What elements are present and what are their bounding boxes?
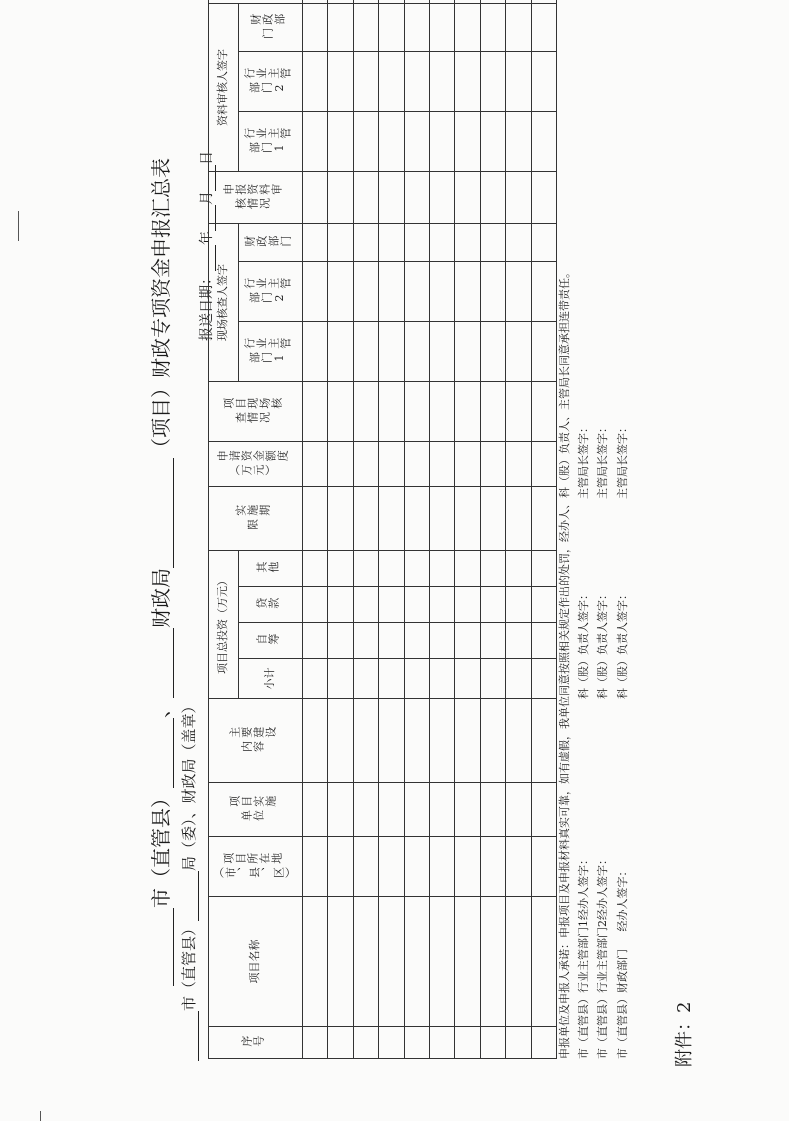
table-cell[interactable] (429, 623, 454, 659)
table-cell[interactable] (353, 224, 378, 262)
table-cell[interactable] (328, 897, 353, 1027)
month-label: 月 (199, 191, 215, 205)
table-cell[interactable] (455, 587, 480, 623)
blank-line (155, 908, 174, 986)
table-cell[interactable] (404, 587, 429, 623)
table-cell[interactable] (531, 52, 556, 112)
table-cell[interactable] (328, 4, 353, 52)
subtitle-bureau: 局（委）、财政局（盖章） (180, 698, 198, 871)
table-cell[interactable] (480, 322, 505, 382)
table-cell[interactable] (531, 4, 556, 52)
table-cell[interactable] (353, 551, 378, 587)
table-cell[interactable] (429, 487, 454, 551)
table-cell[interactable] (379, 262, 404, 322)
table-cell[interactable] (480, 487, 505, 551)
table-cell[interactable] (353, 587, 378, 623)
blank-line (184, 1011, 199, 1061)
table-cell[interactable] (531, 1027, 556, 1059)
table-cell[interactable] (531, 262, 556, 322)
col-invest-group: 项目总投资（万元） (209, 551, 239, 699)
table-cell[interactable] (455, 659, 480, 699)
table-cell[interactable] (506, 897, 531, 1027)
table-cell[interactable] (429, 322, 454, 382)
table-cell[interactable] (506, 659, 531, 699)
finance-handler-sign: 经办人签字： (616, 865, 629, 932)
table-cell[interactable] (531, 783, 556, 837)
table-cell[interactable] (303, 587, 328, 623)
table-cell[interactable] (455, 699, 480, 783)
table-cell[interactable] (506, 4, 531, 52)
table-cell[interactable] (506, 551, 531, 587)
dept1-handler-sign: 市（直管县）行业主管部门1经办人签字： (577, 854, 590, 1059)
table-cell[interactable] (429, 52, 454, 112)
table-cell[interactable] (480, 0, 505, 4)
col-loan: 贷款 (239, 587, 303, 623)
table-cell[interactable] (455, 112, 480, 172)
table-cell[interactable] (328, 382, 353, 442)
table-cell[interactable] (303, 52, 328, 112)
table-cell[interactable] (531, 442, 556, 487)
table-cell[interactable] (303, 442, 328, 487)
table-cell[interactable] (379, 837, 404, 897)
col-audit-dept1: 行业主管部门1 (239, 112, 303, 172)
table-cell[interactable] (379, 783, 404, 837)
table-cell[interactable] (404, 1027, 429, 1059)
subtitle (178, 698, 199, 1061)
table-cell[interactable] (353, 382, 378, 442)
table-cell[interactable] (429, 442, 454, 487)
table-cell[interactable] (379, 112, 404, 172)
table-cell[interactable] (455, 487, 480, 551)
table-cell[interactable] (353, 112, 378, 172)
table-cell[interactable] (506, 442, 531, 487)
table-row (455, 0, 480, 1059)
table-cell[interactable] (480, 587, 505, 623)
table-cell[interactable] (404, 262, 429, 322)
subtitle-city: 市（直管县） (180, 920, 198, 1011)
table-cell[interactable] (404, 623, 429, 659)
table-cell[interactable] (506, 0, 531, 4)
table-cell[interactable] (353, 442, 378, 487)
table-cell[interactable] (429, 659, 454, 699)
table-cell[interactable] (303, 172, 328, 224)
table-row (429, 0, 454, 1059)
table-cell[interactable] (328, 172, 353, 224)
table-cell[interactable] (429, 382, 454, 442)
table-cell[interactable] (455, 224, 480, 262)
col-site-sign-group: 现场核查人签字 (209, 224, 239, 382)
table-cell[interactable] (353, 659, 378, 699)
commitment-text: 申报单位及申报人承诺：申报项目及申报材料真实可靠，如有虚假，我单位同意按照相关规定作出的处罚，经办人、科（股）负责人、主管局长同意承担连带责任。 (558, 267, 571, 1059)
table-cell[interactable] (379, 1027, 404, 1059)
table-cell[interactable] (328, 442, 353, 487)
table-cell[interactable] (531, 224, 556, 262)
dept1-director-sign: 主管局长签字： (577, 422, 590, 499)
table-cell[interactable] (480, 4, 505, 52)
table-cell[interactable] (353, 52, 378, 112)
table-cell[interactable] (506, 783, 531, 837)
table-cell[interactable] (455, 322, 480, 382)
table-cell[interactable] (506, 322, 531, 382)
blank-line (155, 718, 174, 788)
table-cell[interactable] (429, 0, 454, 4)
table-cell[interactable] (303, 659, 328, 699)
table-cell[interactable] (303, 262, 328, 322)
table-cell[interactable] (379, 382, 404, 442)
table-cell[interactable] (404, 897, 429, 1027)
table-cell[interactable] (480, 112, 505, 172)
col-name: 项目名称 (209, 897, 303, 1027)
table-cell[interactable] (328, 783, 353, 837)
table-cell[interactable] (379, 52, 404, 112)
dept1-signatures (575, 422, 591, 1059)
table-cell[interactable] (328, 623, 353, 659)
table-cell[interactable] (353, 623, 378, 659)
table-cell[interactable] (531, 551, 556, 587)
dept2-director-sign: 主管局长签字： (596, 422, 609, 499)
table-cell[interactable] (455, 551, 480, 587)
col-site-dept2: 行业主管部门2 (239, 262, 303, 322)
table-cell[interactable] (328, 837, 353, 897)
table-cell[interactable] (531, 837, 556, 897)
finance-dept-label: 市（直管县）财政部门 (616, 949, 629, 1059)
table-cell[interactable] (353, 172, 378, 224)
table-cell[interactable] (404, 4, 429, 52)
col-amount: 申请资金额度（万元） (209, 442, 303, 487)
table-cell[interactable] (303, 487, 328, 551)
table-row (353, 0, 378, 1059)
col-self: 自筹 (239, 623, 303, 659)
blank-line (155, 628, 174, 698)
table-cell[interactable] (455, 172, 480, 224)
finance-signatures (614, 422, 630, 1060)
table-cell[interactable] (328, 112, 353, 172)
col-other: 其他 (239, 551, 303, 587)
col-audit-sign-group: 资料审核人签字 (209, 4, 239, 172)
table-cell[interactable] (353, 4, 378, 52)
table-cell[interactable] (328, 551, 353, 587)
table-cell[interactable] (506, 382, 531, 442)
table-cell[interactable] (455, 0, 480, 4)
table-cell[interactable] (531, 112, 556, 172)
table-cell[interactable] (404, 837, 429, 897)
table-cell[interactable] (531, 487, 556, 551)
dept2-section-sign: 科（股）负责人签字： (596, 589, 609, 699)
title-bureau: 财政局 (149, 568, 173, 628)
col-subtotal: 小计 (239, 659, 303, 699)
scan-mark (40, 1111, 41, 1121)
table-cell[interactable] (531, 322, 556, 382)
table-cell[interactable] (455, 837, 480, 897)
table-cell[interactable] (328, 224, 353, 262)
col-site-check: 项目现场核查情况 (209, 382, 303, 442)
table-cell[interactable] (379, 4, 404, 52)
table-cell[interactable] (353, 837, 378, 897)
table-cell[interactable] (303, 837, 328, 897)
table-cell[interactable] (303, 699, 328, 783)
table-cell[interactable] (404, 551, 429, 587)
col-unit: 项目实施单位 (209, 783, 303, 837)
table-cell[interactable] (328, 487, 353, 551)
table-cell[interactable] (379, 0, 404, 4)
table-cell[interactable] (404, 699, 429, 783)
table-row (303, 0, 328, 1059)
table-cell[interactable] (506, 224, 531, 262)
table-cell[interactable] (480, 551, 505, 587)
table-cell[interactable] (506, 487, 531, 551)
title-city: 市（直管县） (149, 788, 173, 908)
table-cell[interactable] (506, 699, 531, 783)
table-cell[interactable] (303, 1027, 328, 1059)
table-cell[interactable] (480, 1027, 505, 1059)
col-content: 主要建设内容 (209, 699, 303, 783)
table-cell[interactable] (328, 0, 353, 4)
table-cell[interactable] (303, 551, 328, 587)
table-cell[interactable] (429, 224, 454, 262)
scan-mark (18, 211, 19, 241)
table-cell[interactable] (429, 172, 454, 224)
table-cell[interactable] (404, 783, 429, 837)
table-cell[interactable] (379, 897, 404, 1027)
col-review: 申报资料审核情况 (209, 172, 303, 224)
table-cell[interactable] (429, 262, 454, 322)
blank-line (184, 871, 199, 921)
table-cell[interactable] (353, 0, 378, 4)
table-cell[interactable] (455, 4, 480, 52)
day-label: 日 (199, 151, 215, 165)
table-cell[interactable] (455, 262, 480, 322)
table-cell[interactable] (379, 224, 404, 262)
title-end: （项目）财政专项资金申报汇总表 (149, 158, 173, 458)
table-cell[interactable] (303, 897, 328, 1027)
table-cell[interactable] (328, 587, 353, 623)
table-cell[interactable] (455, 897, 480, 1027)
table-cell[interactable] (480, 442, 505, 487)
table-cell[interactable] (429, 897, 454, 1027)
table-cell[interactable] (379, 172, 404, 224)
finance-section-sign: 科（股）负责人签字： (616, 589, 629, 699)
table-cell[interactable] (531, 172, 556, 224)
table-cell[interactable] (303, 783, 328, 837)
table-row (506, 0, 531, 1059)
table-cell[interactable] (404, 172, 429, 224)
table-cell[interactable] (429, 783, 454, 837)
table-cell[interactable] (480, 382, 505, 442)
col-audit-finance: 财政部门 (239, 4, 303, 52)
table-cell[interactable] (353, 322, 378, 382)
table-row (379, 0, 404, 1059)
table-cell[interactable] (429, 699, 454, 783)
table-cell[interactable] (429, 1027, 454, 1059)
table-cell[interactable] (455, 783, 480, 837)
table-row (404, 0, 429, 1059)
table-cell[interactable] (404, 224, 429, 262)
col-location: 项目所在地（市、县、区） (209, 837, 303, 897)
table-cell[interactable] (379, 322, 404, 382)
table-cell[interactable] (353, 897, 378, 1027)
col-audit-dept2: 行业主管部门2 (239, 52, 303, 112)
table-cell[interactable] (404, 52, 429, 112)
table-cell[interactable] (429, 551, 454, 587)
table-cell[interactable] (303, 382, 328, 442)
summary-table (208, 0, 557, 1059)
table-cell[interactable] (480, 224, 505, 262)
table-cell[interactable] (353, 783, 378, 837)
table-cell[interactable] (379, 551, 404, 587)
table-cell[interactable] (429, 837, 454, 897)
col-period: 实施期限 (209, 487, 303, 551)
table-cell[interactable] (328, 699, 353, 783)
table-cell[interactable] (429, 4, 454, 52)
table-cell[interactable] (328, 262, 353, 322)
table-cell[interactable] (480, 837, 505, 897)
table-cell[interactable] (303, 4, 328, 52)
table-cell[interactable] (480, 897, 505, 1027)
table-cell[interactable] (506, 262, 531, 322)
table-cell[interactable] (303, 623, 328, 659)
table-cell[interactable] (455, 623, 480, 659)
table-cell[interactable] (328, 659, 353, 699)
table-cell[interactable] (455, 442, 480, 487)
table-cell[interactable] (353, 487, 378, 551)
table-cell[interactable] (379, 487, 404, 551)
report-date-label: 报送日期： (199, 271, 215, 341)
table-cell[interactable] (531, 659, 556, 699)
table-cell[interactable] (379, 659, 404, 699)
table-cell[interactable] (455, 1027, 480, 1059)
table-cell[interactable] (506, 172, 531, 224)
table-cell[interactable] (506, 837, 531, 897)
table-cell[interactable] (480, 623, 505, 659)
blank-line (155, 458, 174, 568)
table-cell[interactable] (480, 699, 505, 783)
dept2-signatures (594, 422, 610, 1059)
finance-director-sign: 主管局长签字： (616, 422, 629, 499)
table-cell[interactable] (404, 322, 429, 382)
table-cell[interactable] (379, 623, 404, 659)
table-cell[interactable] (506, 112, 531, 172)
table-cell[interactable] (429, 587, 454, 623)
table-cell[interactable] (531, 0, 556, 4)
table-cell[interactable] (404, 382, 429, 442)
attachment-label: 附件：2 (674, 1001, 695, 1067)
table-body (303, 0, 557, 1059)
table-cell[interactable] (328, 322, 353, 382)
table-cell[interactable] (480, 659, 505, 699)
table-cell[interactable] (379, 699, 404, 783)
table-cell[interactable] (303, 322, 328, 382)
col-site-finance: 财政部门 (239, 224, 303, 262)
table-cell[interactable] (404, 442, 429, 487)
table-row (531, 0, 556, 1059)
table-cell[interactable] (303, 112, 328, 172)
table-cell[interactable] (531, 587, 556, 623)
year-label: 年 (199, 231, 215, 245)
table-cell[interactable] (379, 587, 404, 623)
table-cell[interactable] (303, 224, 328, 262)
table-cell[interactable] (506, 52, 531, 112)
table-cell[interactable] (429, 112, 454, 172)
table-cell[interactable] (506, 1027, 531, 1059)
table-cell[interactable] (353, 699, 378, 783)
table-cell[interactable] (303, 0, 328, 4)
table-cell[interactable] (506, 623, 531, 659)
dept2-handler-sign: 市（直管县）行业主管部门2经办人签字： (596, 854, 609, 1059)
table-cell[interactable] (455, 52, 480, 112)
col-site-dept1: 行业主管部门1 (239, 322, 303, 382)
table-cell[interactable] (531, 699, 556, 783)
table-cell[interactable] (480, 172, 505, 224)
table-cell[interactable] (328, 52, 353, 112)
table-cell[interactable] (353, 262, 378, 322)
table-cell[interactable] (506, 587, 531, 623)
title-separator: 、 (149, 698, 173, 718)
table-cell[interactable] (404, 112, 429, 172)
table-row (480, 0, 505, 1059)
table-cell[interactable] (480, 783, 505, 837)
table-row (328, 0, 353, 1059)
table-cell[interactable] (404, 487, 429, 551)
table-cell[interactable] (531, 623, 556, 659)
table-cell[interactable] (328, 1027, 353, 1059)
table-cell[interactable] (404, 0, 429, 4)
table-cell[interactable] (455, 382, 480, 442)
table-cell[interactable] (531, 382, 556, 442)
form-title (145, 158, 174, 986)
col-seq: 序号 (209, 1027, 303, 1059)
table-cell[interactable] (404, 659, 429, 699)
table-cell[interactable] (480, 262, 505, 322)
dept1-section-sign: 科（股）负责人签字： (577, 589, 590, 699)
table-cell[interactable] (353, 1027, 378, 1059)
table-cell[interactable] (379, 442, 404, 487)
table-cell[interactable] (480, 52, 505, 112)
table-cell[interactable] (531, 897, 556, 1027)
